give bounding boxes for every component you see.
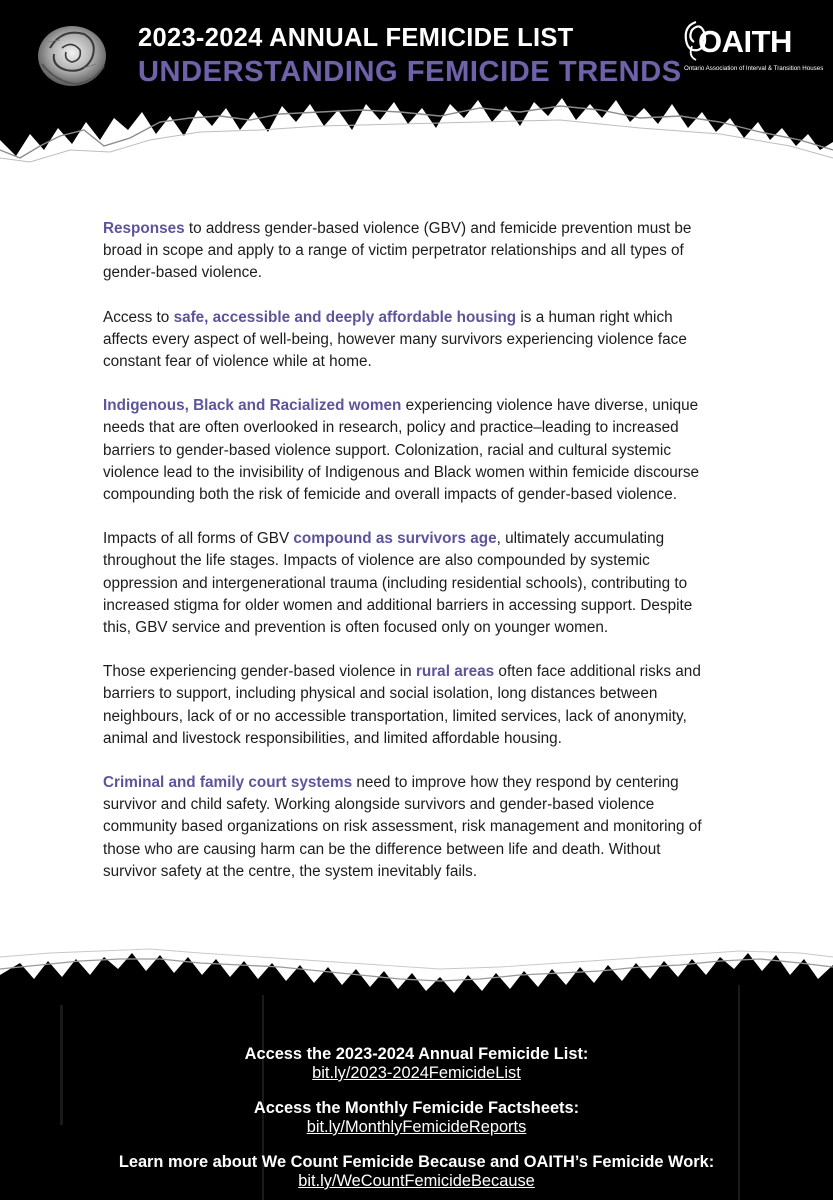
highlight-term: Criminal and family court systems [103,774,353,792]
header-banner [0,0,833,175]
paragraph-racialized-women [103,395,717,506]
monthly-factsheets-link[interactable]: bit.ly/MonthlyFemicideReports [306,1118,527,1136]
logo-subtext: Ontario Association of Interval & Transition Houses [684,65,824,72]
paragraph-aging [103,528,717,639]
paragraph-text: Impacts of all forms of GBV [103,530,294,548]
highlight-term: Indigenous, Black and Racialized women [103,397,402,415]
paragraph-rural-areas [103,661,717,750]
newspaper-rose-icon [32,18,112,98]
footer-link-block [0,1099,833,1137]
logo-wordmark: OAITH [698,24,792,59]
paragraph-responses [103,218,717,285]
we-count-femicide-link[interactable]: bit.ly/WeCountFemicideBecause [298,1172,535,1190]
femicide-list-link[interactable]: bit.ly/2023-2024FemicideList [312,1064,521,1082]
paragraph-text: is a human right which affects every aspect of well-being, however many survivors experiencing violence face constant fear of violence while at home. [103,308,687,371]
footer-link-heading: Access the Monthly Femicide Factsheets: [253,1099,580,1117]
paragraph-court-systems [103,772,717,883]
paragraph-text: , ultimately accumulating throughout the life stages. Impacts of violence are also compounded by systemic oppression and intergenerational trauma (including residential schools), contributing to increased stigma for older women and additional barriers in accessing support. Despite this, GBV service and prevention is often focused only on younger women. [103,530,693,637]
page-title: 2023-2024 ANNUAL FEMICIDE LIST [138,24,574,52]
footer-link-block [0,1045,833,1083]
highlight-term: compound as survivors age [293,530,497,548]
page-subtitle: UNDERSTANDING FEMICIDE TRENDS [138,56,682,88]
footer-link-block [0,1153,833,1191]
paragraph-text: Access to [103,308,174,326]
paragraph-housing [103,307,717,374]
footer-link-heading: Access the 2023-2024 Annual Femicide List: [244,1045,589,1063]
paragraph-text: often face additional risks and barriers to support, including physical and social isolation, long distances between neighbours, lack of or no accessible transportation, limited services, lack of anonymity, animal and livestock responsibilities, and limited affordable housing. [103,663,701,747]
footer-banner [0,945,833,1200]
paragraph-text: Those experiencing gender-based violence in [103,663,416,681]
footer-links [0,1045,833,1200]
paragraph-text: to address gender-based violence (GBV) and femicide prevention must be broad in scope and apply to a range of victim perpetrator relationships and all types of gender-based violence. [103,220,692,282]
footer-link-heading: Learn more about We Count Femicide Because and OAITH’s Femicide Work: [118,1153,715,1171]
highlight-term: rural areas [415,663,495,681]
oaith-logo [682,10,822,80]
highlight-term: safe, accessible and deeply affordable housing [173,308,517,326]
highlight-term: Responses [103,220,185,237]
paragraph-text: experiencing violence have diverse, unique needs that are often overlooked in research, policy and practice–leading to increased barriers to gender-based violence support. Colonization, racial and cultural systemic violence lead to the invisibility of Indigenous and Black women within femicide discourse compounding both the risk of femicide and overall impacts of gender-based violence. [103,397,700,504]
article-body [103,218,717,905]
paragraph-text: need to improve how they respond by centering survivor and child safety. Working alongside survivors and gender-based violence community based organizations on risk assessment, risk management and monitoring of those who are causing harm can be the difference between life and death. Without survivor safety at the centre, the system inevitably fails. [103,774,702,880]
